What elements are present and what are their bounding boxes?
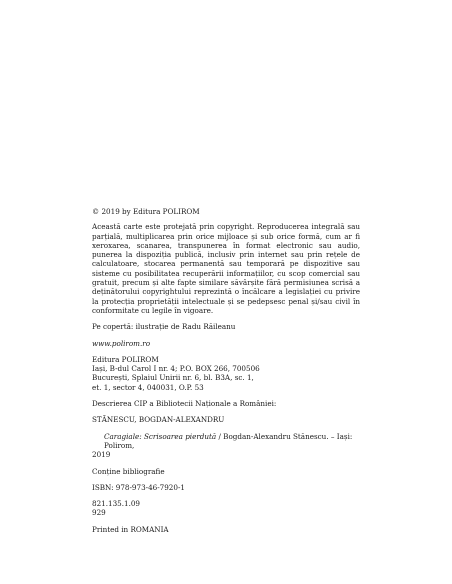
class-code: 821.135.1.09 bbox=[92, 499, 141, 509]
cip-bibliography: Conține bibliografie bbox=[92, 466, 165, 476]
class-code: 929 bbox=[92, 508, 106, 518]
cip-title: Caragiale: Scrisoarea pierdută bbox=[104, 431, 217, 441]
isbn: ISBN: 978-973-46-7920-1 bbox=[92, 482, 185, 492]
cip-author: STĂNESCU, BOGDAN-ALEXANDRU bbox=[92, 415, 225, 425]
publisher-name: Editura POLIROM bbox=[92, 354, 159, 364]
publisher-address-line: Iași, B-dul Carol I nr. 4; P.O. BOX 266, 700506 bbox=[92, 364, 260, 374]
publisher-address-line: București, Splaiul Unirii nr. 6, bl. B3A, sc. 1, bbox=[92, 373, 254, 383]
cip-year: 2019 bbox=[92, 450, 111, 460]
printed-in: Printed in ROMANIA bbox=[92, 524, 169, 534]
publisher-address-line: et. 1, sector 4, 040031, O.P. 53 bbox=[92, 382, 204, 392]
classification bbox=[92, 499, 360, 518]
colophon bbox=[92, 207, 360, 534]
cip-title-entry bbox=[92, 432, 360, 451]
publisher-block bbox=[92, 355, 360, 392]
copyright-line: © 2019 by Editura POLIROM bbox=[92, 207, 200, 216]
cover-credit: Pe copertă: ilustrație de Radu Răileanu bbox=[92, 322, 236, 332]
legal-notice: Această carte este protejată prin copyright. Reproducerea integrală sau parțială, multiplicarea prin orice mijloace și sub orice formă, cum ar fi xeroxarea, scanarea, transpunerea în format electronic sau audio, punerea la dispoziția publică, inclusiv prin internet sau prin rețele de calculatoare, stocarea permanentă sau temporară pe dispozitive sau sisteme cu posibilitatea recuperării informațiilor, cu scop comercial sau gratuit, precum și alte fapte similare săvârșite fără permisiunea scrisă a deținătorului copyrightului reprezintă o încălcare a legislației cu privire la protecția proprietății intelectuale și se pedepsesc penal și/sau civil în conformitate cu legile în vigoare. bbox=[92, 222, 360, 315]
website: www.polirom.ro bbox=[92, 338, 151, 348]
cip-title-rest: / Bogdan-Alexandru Stănescu. – Iași: Polirom, bbox=[104, 431, 353, 450]
cip-heading: Descrierea CIP a Bibliotecii Naționale a României: bbox=[92, 399, 277, 409]
